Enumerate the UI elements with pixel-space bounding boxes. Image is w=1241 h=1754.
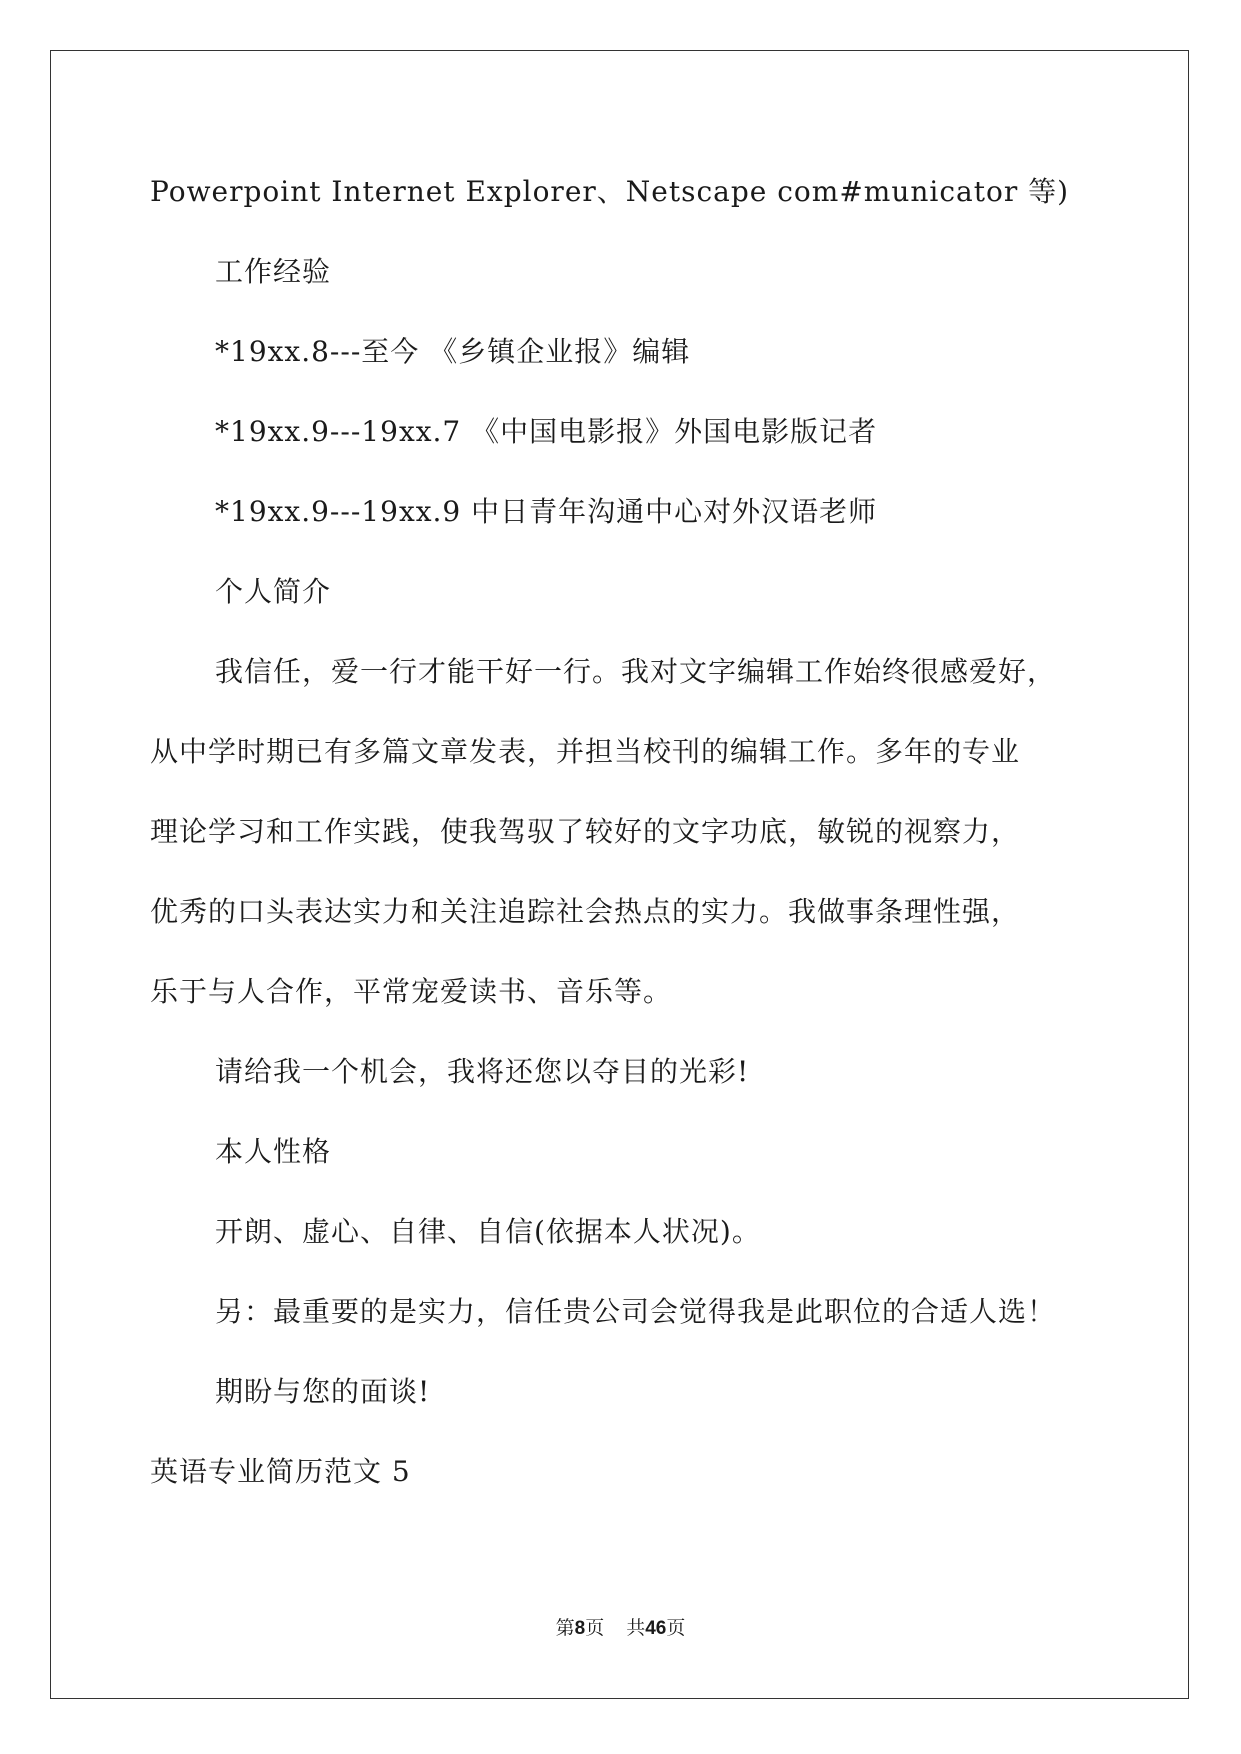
section-heading-profile: 个人简介 (215, 575, 332, 608)
footer-page-number: 8 (574, 1618, 586, 1639)
page-footer (0, 1615, 1241, 1642)
work-item-3: *19xx.9---19xx.9 中日青年沟通中心对外汉语老师 (215, 495, 878, 528)
note-line: 另：最重要的是实力，信任贵公司会觉得我是此职位的合适人选！ (215, 1295, 1057, 1328)
profile-paragraph-line-2: 从中学时期已有多篇文章发表，并担当校刊的编辑工作。多年的专业 (150, 735, 1021, 768)
work-item-1: *19xx.8---至今 《乡镇企业报》编辑 (215, 335, 691, 368)
request-line: 请给我一个机会，我将还您以夺目的光彩! (215, 1055, 750, 1088)
personality-line: 开朗、虚心、自律、自信(依据本人状况)。 (215, 1215, 761, 1248)
footer-total-suffix: 页 (666, 1617, 686, 1639)
section-heading-personality: 本人性格 (215, 1135, 332, 1168)
next-section-title: 英语专业简历范文 5 (150, 1455, 411, 1488)
profile-paragraph-line-5: 乐于与人合作，平常宠爱读书、音乐等。 (150, 975, 673, 1008)
section-heading-work-experience: 工作经验 (215, 255, 332, 288)
profile-paragraph-line-3: 理论学习和工作实践，使我驾驭了较好的文字功底，敏锐的视察力， (150, 815, 1021, 848)
profile-paragraph-line-1: 我信任，爱一行才能干好一行。我对文字编辑工作始终很感爱好， (215, 655, 1057, 688)
footer-total-prefix: 共 (626, 1617, 646, 1639)
closing-line: 期盼与您的面谈! (215, 1375, 431, 1408)
profile-paragraph-line-4: 优秀的口头表达实力和关注追踪社会热点的实力。我做事条理性强， (150, 895, 1021, 928)
work-item-2: *19xx.9---19xx.7 《中国电影报》外国电影版记者 (215, 415, 878, 448)
footer-page-suffix: 页 (585, 1617, 605, 1639)
footer-page-prefix: 第 (555, 1617, 575, 1639)
software-list-line: Powerpoint Internet Explorer、Netscape com#municator 等) (150, 175, 1070, 208)
footer-total-pages: 46 (645, 1618, 667, 1639)
